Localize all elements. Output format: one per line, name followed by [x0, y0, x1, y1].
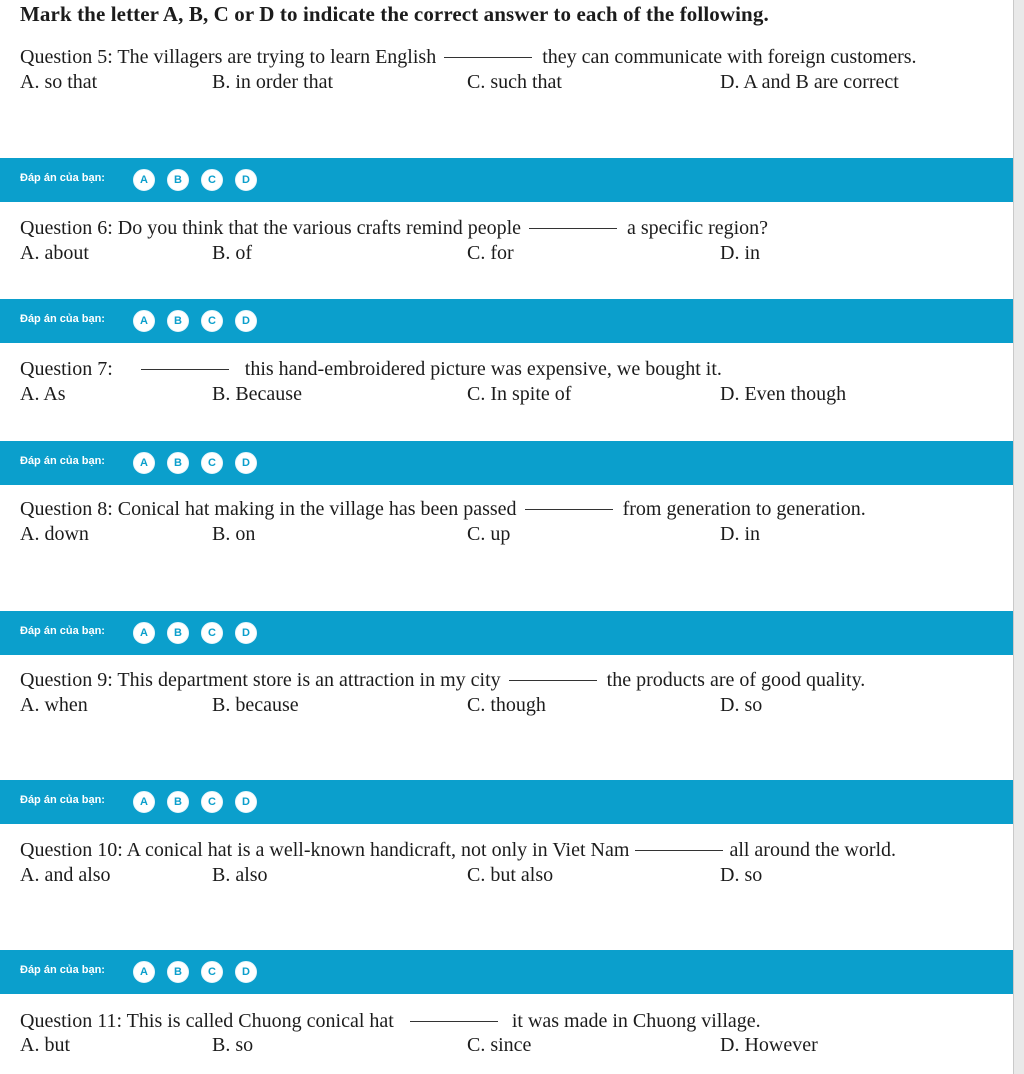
question-stem: Question 8: Conical hat making in the village has been passed — [20, 498, 517, 520]
option-c: C. such that — [467, 71, 562, 93]
question-stem: Question 10: A conical hat is a well-known handicraft, not only in Viet Nam — [20, 839, 630, 861]
option-c: C. In spite of — [467, 383, 572, 405]
option-c: C. though — [467, 694, 546, 716]
question-continuation: a specific region? — [627, 217, 769, 239]
option-d: D. Even though — [720, 383, 847, 405]
instruction-heading: Mark the letter A, B, C or D to indicate the correct answer to each of the following. — [20, 2, 769, 26]
choice-b-button[interactable]: B — [167, 310, 189, 332]
question-text — [20, 217, 995, 239]
option-d: D. so — [720, 864, 763, 886]
question-stem: Question 9: This department store is an attraction in my city — [20, 669, 501, 691]
question-text — [20, 669, 995, 691]
question-text — [20, 46, 995, 68]
question-stem: Question 6: Do you think that the various crafts remind people — [20, 217, 522, 239]
answer-label: Đáp án của bạn: — [20, 455, 105, 467]
answer-bar-q10 — [0, 950, 1014, 994]
option-b: B. Because — [212, 383, 302, 405]
answer-label: Đáp án của bạn: — [20, 313, 105, 325]
options-row — [20, 71, 995, 95]
options-row — [20, 864, 995, 888]
question-11 — [20, 1010, 995, 1058]
question-continuation: all around the world. — [729, 839, 897, 861]
question-9 — [20, 669, 995, 718]
option-d: D. A and B are correct — [720, 71, 899, 93]
options-row — [20, 694, 995, 718]
question-text — [20, 839, 995, 861]
question-text — [20, 1010, 995, 1032]
question-7 — [20, 358, 995, 407]
option-b: B. on — [212, 523, 256, 545]
choice-d-button[interactable]: D — [235, 169, 257, 191]
choice-c-button[interactable]: C — [201, 452, 223, 474]
question-stem: Question 11: This is called Chuong conical hat — [20, 1010, 394, 1032]
option-a: A. and also — [20, 864, 111, 886]
question-continuation: it was made in Chuong village. — [511, 1010, 761, 1032]
answer-bar-q8 — [0, 611, 1014, 655]
answer-blank — [635, 849, 723, 851]
answer-blank — [525, 508, 613, 510]
question-text — [20, 358, 995, 380]
choice-c-button[interactable]: C — [201, 169, 223, 191]
question-continuation: from generation to generation. — [622, 498, 866, 520]
question-stem: Question 5: The villagers are trying to learn English — [20, 46, 437, 68]
options-row — [20, 1034, 995, 1058]
answer-bar-q5 — [0, 158, 1014, 202]
choice-b-button[interactable]: B — [167, 791, 189, 813]
choice-c-button[interactable]: C — [201, 310, 223, 332]
option-b: B. also — [212, 864, 268, 886]
choice-b-button[interactable]: B — [167, 622, 189, 644]
choice-d-button[interactable]: D — [235, 622, 257, 644]
choice-a-button[interactable]: A — [133, 310, 155, 332]
question-stem: Question 7: — [20, 358, 113, 380]
choice-c-button[interactable]: C — [201, 791, 223, 813]
answer-label: Đáp án của bạn: — [20, 964, 105, 976]
choice-d-button[interactable]: D — [235, 961, 257, 983]
question-continuation: this hand-embroidered picture was expensive, we bought it. — [244, 358, 722, 380]
option-a: A. but — [20, 1034, 70, 1056]
question-6 — [20, 217, 995, 266]
question-text — [20, 498, 995, 520]
answer-blank — [141, 368, 229, 370]
answer-blank — [529, 227, 617, 229]
choice-d-button[interactable]: D — [235, 310, 257, 332]
option-b: B. of — [212, 242, 252, 264]
option-a: A. about — [20, 242, 89, 264]
answer-bar-q7 — [0, 441, 1014, 485]
option-c: C. but also — [467, 864, 554, 886]
options-row — [20, 523, 995, 547]
option-a: A. when — [20, 694, 88, 716]
option-b: B. so — [212, 1034, 254, 1056]
choice-a-button[interactable]: A — [133, 622, 155, 644]
choice-d-button[interactable]: D — [235, 791, 257, 813]
question-continuation: the products are of good quality. — [606, 669, 866, 691]
option-a: A. down — [20, 523, 89, 545]
question-continuation: they can communicate with foreign customers. — [542, 46, 917, 68]
choice-b-button[interactable]: B — [167, 169, 189, 191]
option-c: C. for — [467, 242, 514, 264]
choice-a-button[interactable]: A — [133, 452, 155, 474]
option-d: D. However — [720, 1034, 818, 1056]
answer-blank — [509, 679, 597, 681]
question-8 — [20, 498, 995, 547]
option-a: A. As — [20, 383, 66, 405]
option-c: C. since — [467, 1034, 532, 1056]
choice-b-button[interactable]: B — [167, 961, 189, 983]
option-c: C. up — [467, 523, 511, 545]
option-d: D. so — [720, 694, 763, 716]
answer-label: Đáp án của bạn: — [20, 625, 105, 637]
option-d: D. in — [720, 242, 760, 264]
page-edge — [1013, 0, 1024, 1074]
option-b: B. because — [212, 694, 299, 716]
choice-c-button[interactable]: C — [201, 622, 223, 644]
option-d: D. in — [720, 523, 760, 545]
choice-c-button[interactable]: C — [201, 961, 223, 983]
answer-blank — [444, 56, 532, 58]
choice-a-button[interactable]: A — [133, 169, 155, 191]
option-a: A. so that — [20, 71, 98, 93]
choice-a-button[interactable]: A — [133, 791, 155, 813]
choice-d-button[interactable]: D — [235, 452, 257, 474]
answer-blank — [410, 1020, 498, 1022]
answer-bar-q6 — [0, 299, 1014, 343]
answer-bar-q9 — [0, 780, 1014, 824]
choice-a-button[interactable]: A — [133, 961, 155, 983]
question-10 — [20, 839, 995, 888]
option-b: B. in order that — [212, 71, 334, 93]
question-5 — [20, 46, 995, 95]
options-row — [20, 383, 995, 407]
choice-b-button[interactable]: B — [167, 452, 189, 474]
answer-label: Đáp án của bạn: — [20, 172, 105, 184]
answer-label: Đáp án của bạn: — [20, 794, 105, 806]
options-row — [20, 242, 995, 266]
